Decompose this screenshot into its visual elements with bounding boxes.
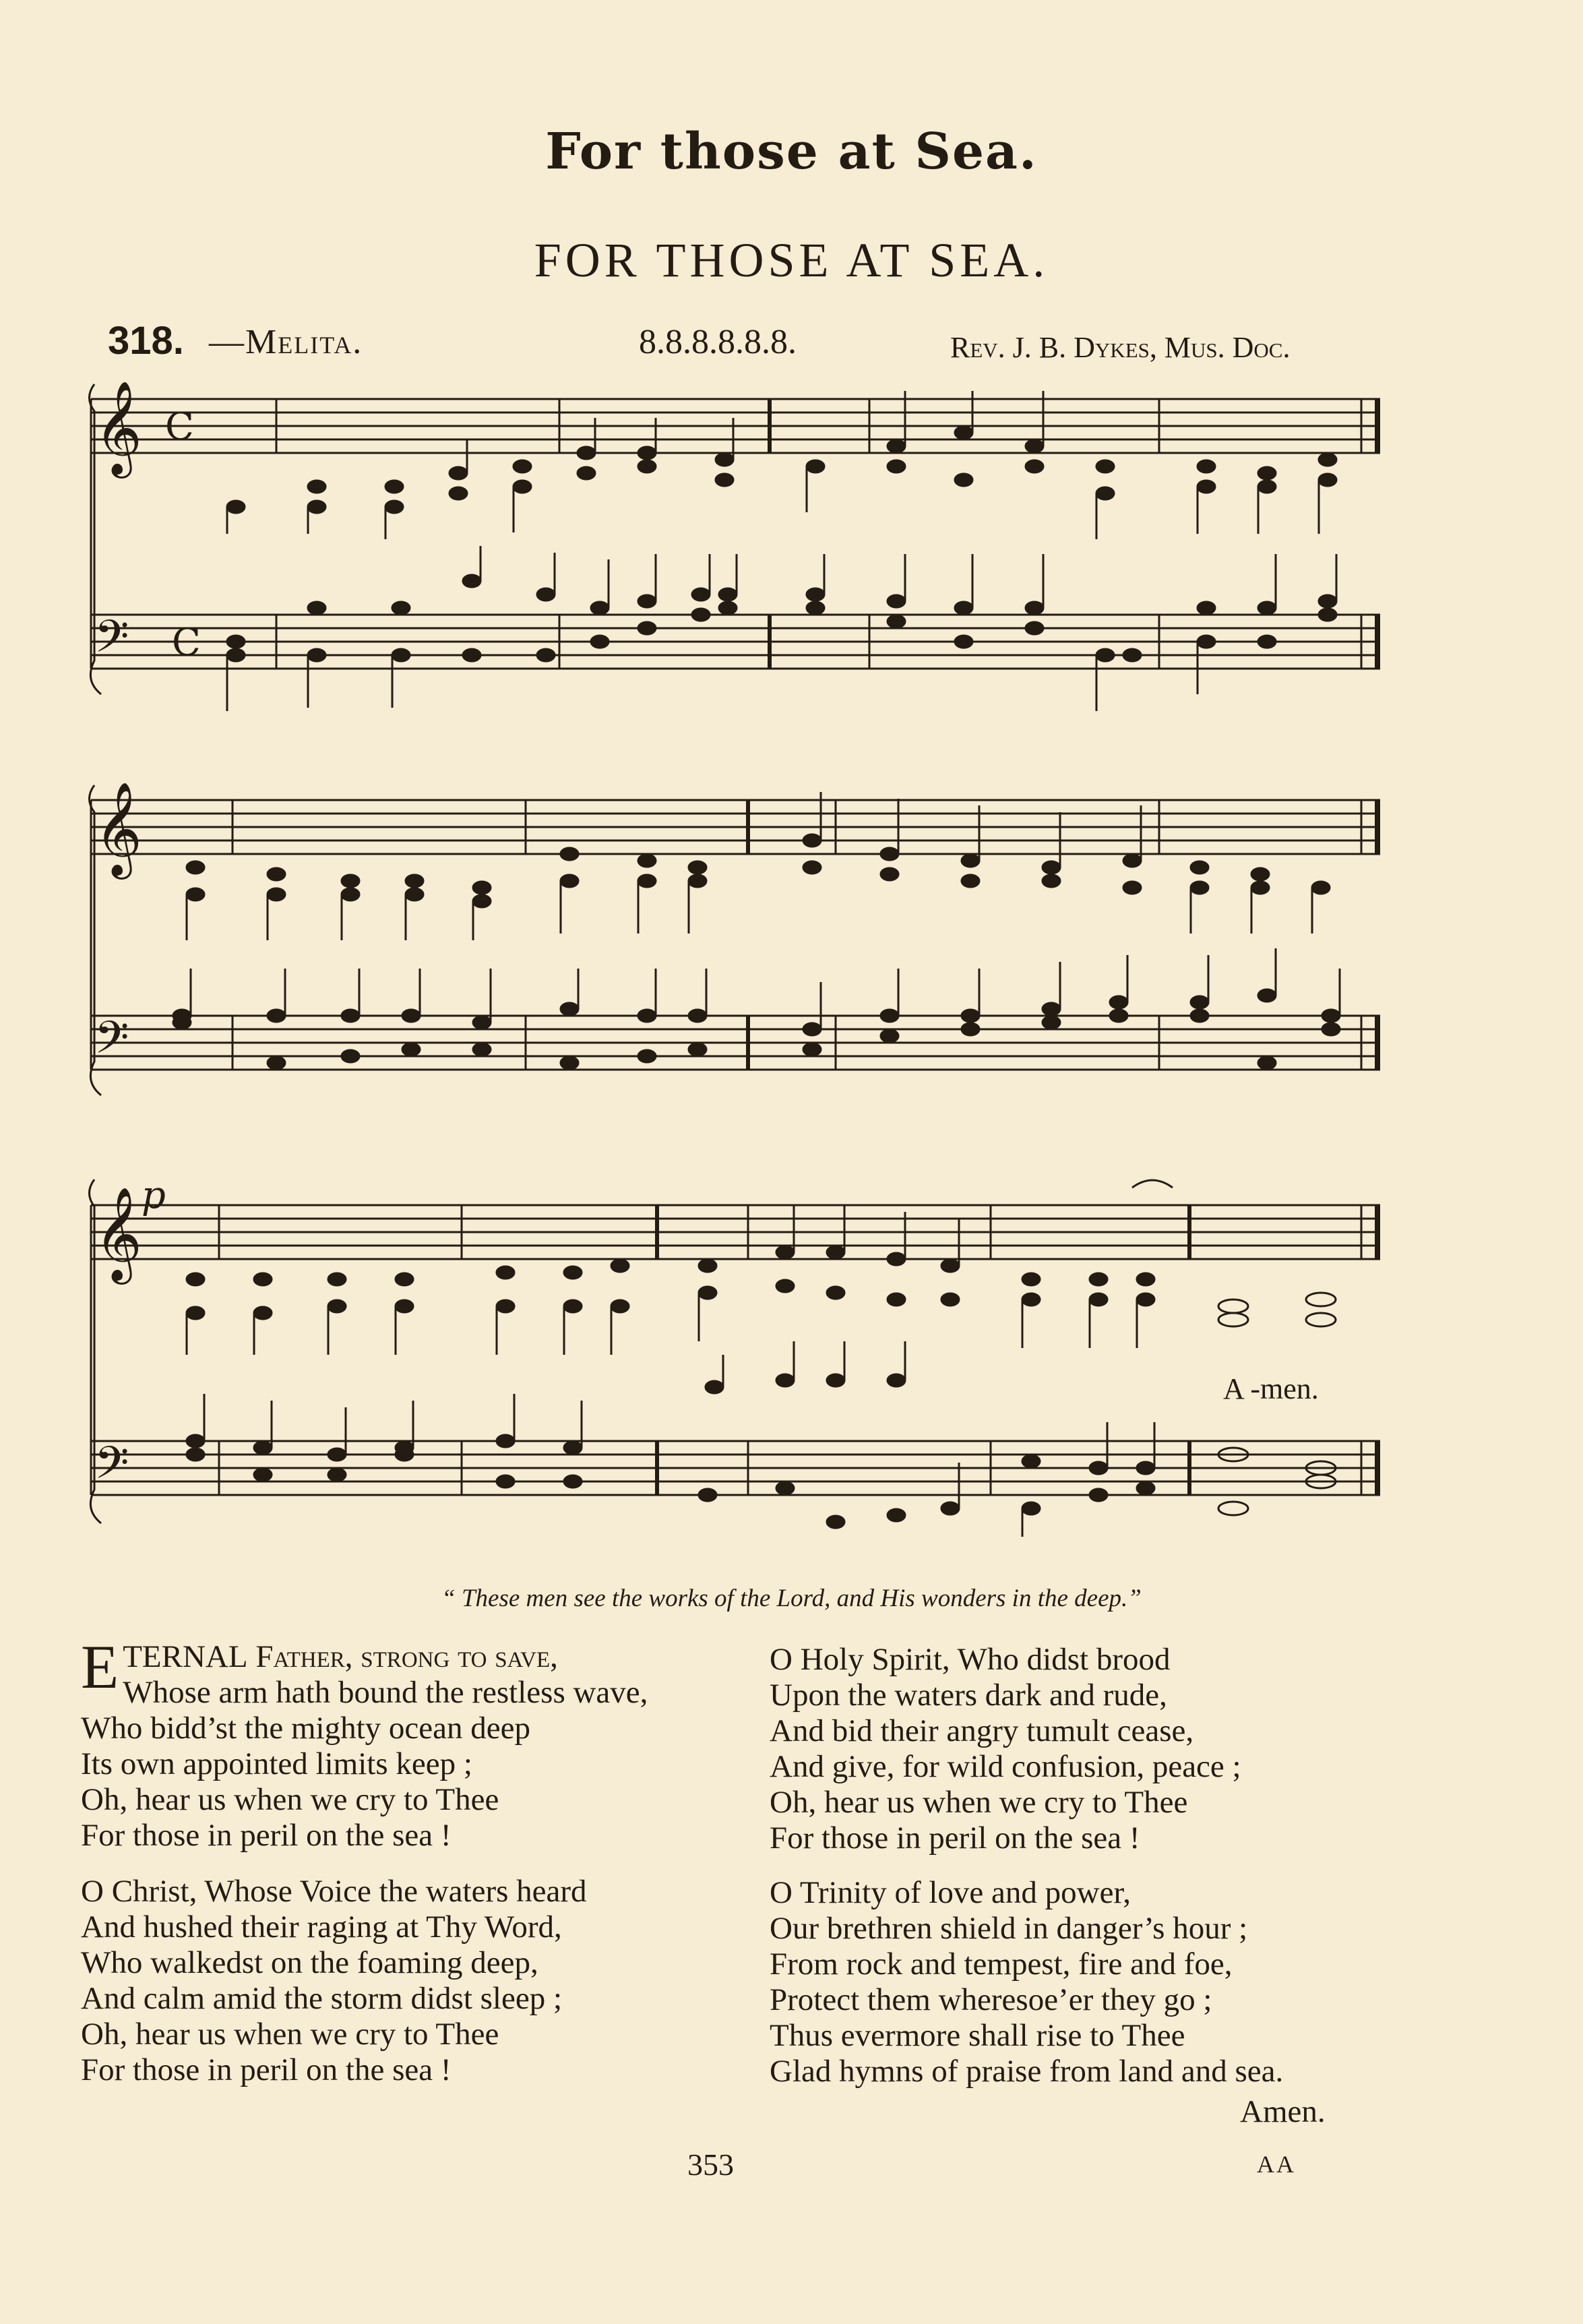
verse-line: Who walkedst on the foaming deep, — [81, 1945, 538, 1980]
music-system-1 — [0, 377, 1583, 728]
scripture-quote: “ These men see the works of the Lord, and His wonders in the deep.” — [441, 1585, 1142, 1612]
verse-4 — [770, 1875, 1444, 2089]
verse-line: O Trinity of love and power, — [770, 1875, 1131, 1910]
svg-text:𝄞: 𝄞 — [94, 381, 142, 475]
verse-line: And give, for wild confusion, peace ; — [770, 1749, 1241, 1784]
verse-line: Its own appointed limits keep ; — [81, 1746, 472, 1781]
verse-line: O Christ, Whose Voice the waters heard — [81, 1874, 587, 1909]
verse-line: O Holy Spirit, Who didst brood — [770, 1642, 1171, 1677]
page-number: 353 — [687, 2147, 734, 2182]
signature-mark: AA — [1257, 2151, 1296, 2178]
verse-2 — [81, 1874, 755, 2088]
tune-name: —Melita. — [209, 323, 363, 361]
verse-line: Oh, hear us when we cry to Thee — [770, 1785, 1188, 1820]
verse-3 — [770, 1642, 1444, 1856]
svg-text:𝄢: 𝄢 — [94, 1437, 129, 1500]
svg-text:𝄞: 𝄞 — [94, 782, 142, 876]
svg-text:𝄢: 𝄢 — [94, 1012, 129, 1074]
verse-line: And bid their angry tumult cease, — [770, 1713, 1194, 1748]
verse-line: Oh, hear us when we cry to Thee — [81, 1782, 499, 1817]
svg-text:𝄢: 𝄢 — [94, 611, 129, 673]
meter: 8.8.8.8.8.8. — [639, 323, 797, 361]
verse-line: Our brethren shield in danger’s hour ; — [770, 1911, 1248, 1946]
dynamic-mark: p — [142, 1173, 166, 1217]
verse-line: Protect them wheresoe’er they go ; — [770, 1982, 1212, 2017]
gothic-title: For those at Sea. — [545, 123, 1038, 181]
verse-line: Upon the waters dark and rude, — [770, 1678, 1167, 1713]
hymn-number: 318. — [108, 319, 184, 363]
verse-line: Whose arm hath bound the restless wave, — [123, 1675, 648, 1710]
svg-text:C: C — [165, 405, 194, 449]
verse-1 — [81, 1632, 755, 1854]
music-system-3 — [0, 1173, 1583, 1550]
drop-cap: E — [81, 1632, 119, 1701]
first-line-rest: Father, strong to save, — [247, 1639, 558, 1674]
verse-line: And hushed their raging at Thy Word, — [81, 1909, 562, 1945]
verse-line: Glad hymns of praise from land and sea. — [770, 2054, 1284, 2089]
verse-line: For those in peril on the sea ! — [81, 1818, 452, 1853]
verse-line: From rock and tempest, fire and foe, — [770, 1947, 1233, 1982]
svg-text:𝄞: 𝄞 — [94, 1187, 142, 1281]
verse-line: Thus evermore shall rise to Thee — [770, 2018, 1185, 2053]
music-system-2 — [0, 778, 1583, 1129]
amen: Amen. — [1240, 2094, 1326, 2129]
svg-text:C: C — [172, 621, 201, 665]
amen-syllables: A -men. — [1223, 1372, 1319, 1405]
verse-line: Who bidd’st the mighty ocean deep — [81, 1711, 530, 1746]
main-title: FOR THOSE AT SEA. — [534, 233, 1049, 287]
verse-line: Oh, hear us when we cry to Thee — [81, 2017, 499, 2052]
first-word: TERNAL — [123, 1639, 248, 1674]
verse-line: For those in peril on the sea ! — [770, 1821, 1140, 1856]
verse-line: For those in peril on the sea ! — [81, 2052, 452, 2087]
composer: Rev. J. B. Dykes, Mus. Doc. — [950, 331, 1291, 364]
verse-line: And calm amid the storm didst sleep ; — [81, 1981, 563, 2016]
